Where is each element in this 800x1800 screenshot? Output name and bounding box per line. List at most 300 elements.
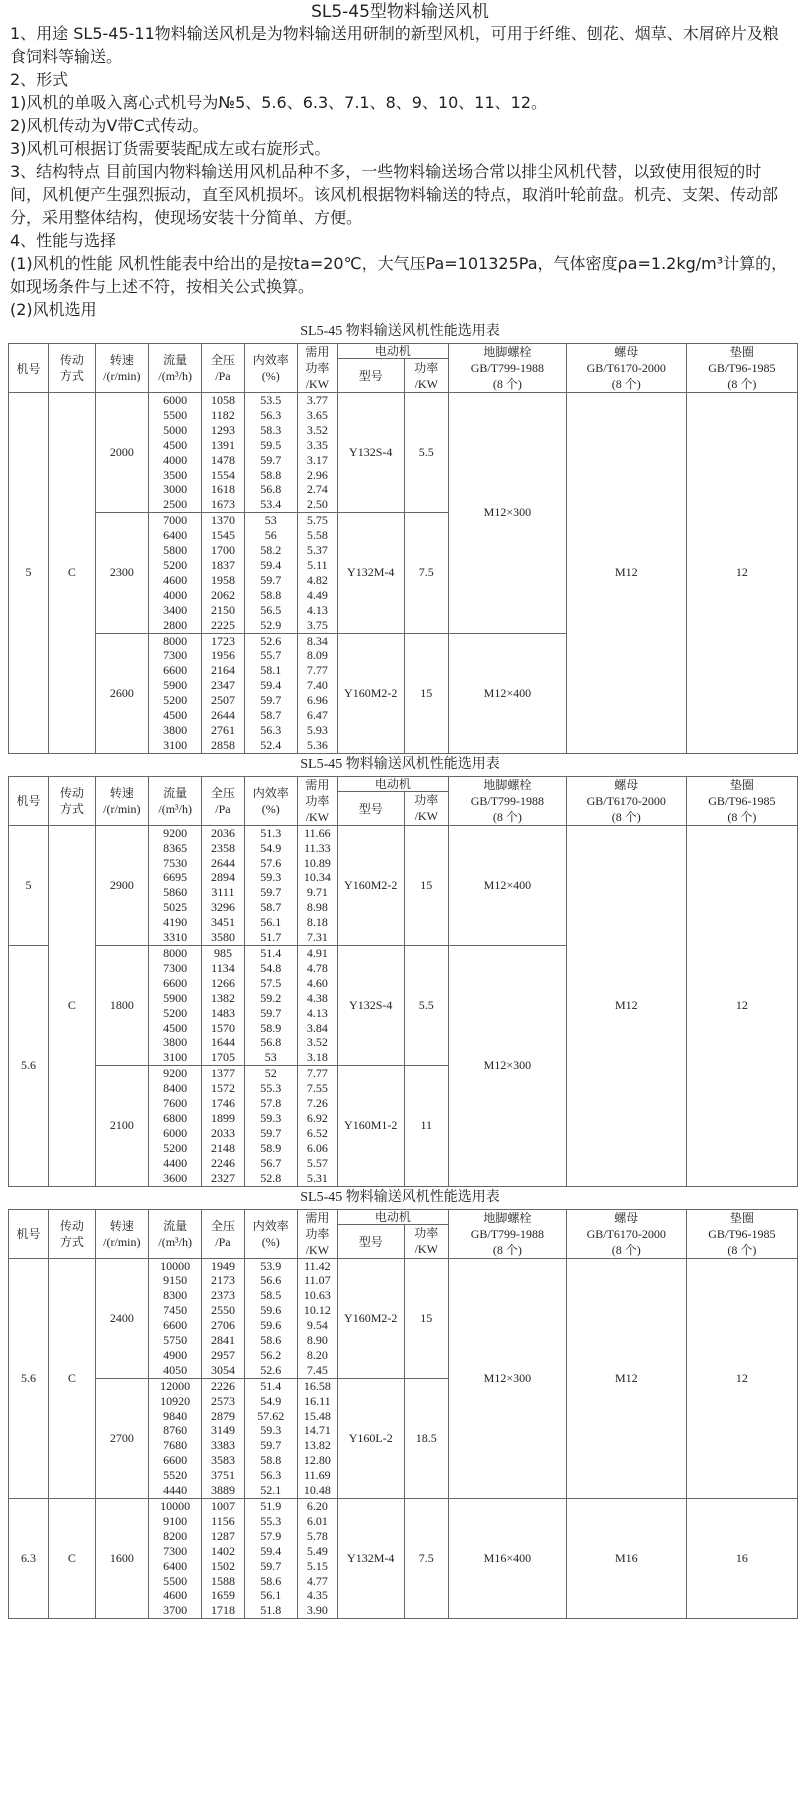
table-value: 53: [264, 513, 277, 528]
table-value: 8.18: [306, 915, 328, 930]
table-value: 3149: [210, 1423, 235, 1438]
table-value: 53.5: [260, 393, 282, 407]
table-row: [9, 825, 798, 945]
paragraph-form-heading: 2、形式: [10, 70, 69, 89]
table-value: 8.90: [306, 1333, 328, 1348]
table-value: 52.6: [260, 1362, 282, 1377]
table-value: 2150: [210, 602, 235, 617]
header-motor: 电动机: [337, 344, 448, 359]
table-value: 9150: [163, 1273, 188, 1288]
table-value: 9.54: [306, 1318, 328, 1333]
table-value: 4000: [163, 587, 188, 602]
table-value: 5200: [163, 557, 188, 572]
table-value: 6.47: [306, 708, 328, 723]
table-value: 56: [264, 528, 277, 543]
header-nut: [566, 344, 686, 393]
table-value: 5.37: [306, 543, 328, 558]
table-value: 2550: [210, 1303, 235, 1318]
table-value: 59.7: [260, 452, 282, 467]
table-value: 7.31: [306, 930, 328, 945]
table-header-row: [9, 776, 798, 791]
flow-cell: [149, 1499, 202, 1619]
table-value: 2358: [210, 840, 235, 855]
document: [10, 2, 790, 1619]
table-value: 5.36: [306, 737, 328, 752]
header-line: 方式: [59, 801, 84, 816]
table-value: 4.78: [306, 960, 328, 975]
table-value: 59.7: [260, 1438, 282, 1453]
table-value: 58.8: [260, 587, 282, 602]
power-cell: [297, 1499, 337, 1619]
table-value: 1156: [211, 1513, 235, 1528]
speed-cell: 2900: [95, 825, 148, 945]
power-cell: [297, 393, 337, 513]
table-value: 9100: [163, 1513, 188, 1528]
header-pressure: [202, 344, 244, 393]
table-value: 6.92: [306, 1110, 328, 1125]
motor-model-cell: Y160M2-2: [337, 633, 404, 753]
table-value: 4.91: [306, 946, 328, 960]
table-value: 4050: [163, 1362, 188, 1377]
header-pressure: [202, 1209, 244, 1258]
table-value: 57.8: [260, 1096, 282, 1111]
header-line: 全压: [210, 353, 235, 367]
table-value: 4.13: [306, 1005, 328, 1020]
table-value: 54.9: [260, 1393, 282, 1408]
header-speed: [95, 1209, 148, 1258]
header-line: 方式: [59, 369, 84, 383]
table-value: 59.5: [260, 437, 282, 452]
table-value: 56.1: [260, 1588, 282, 1603]
header-speed: [95, 776, 148, 825]
table-value: 3.52: [306, 1035, 328, 1050]
table-value: 1958: [210, 572, 235, 587]
table-value: 58.5: [260, 1288, 282, 1303]
table-value: 5860: [163, 885, 188, 900]
table-value: 4440: [163, 1483, 188, 1498]
machine-cell: 5: [9, 825, 49, 945]
speed-cell: 2700: [95, 1378, 148, 1498]
table-value: 3889: [210, 1483, 235, 1498]
pressure-cell: [202, 946, 244, 1066]
table-caption: SL5-45 物料输送风机性能选用表: [300, 324, 500, 339]
table-value: 8400: [163, 1081, 188, 1096]
table-value: 7.77: [306, 663, 328, 678]
bolt-cell: M12×300: [448, 946, 566, 1187]
table-value: 8.34: [306, 633, 328, 648]
table-value: 2.96: [306, 467, 328, 482]
header-line: /KW: [414, 376, 438, 391]
header-line: 方式: [59, 1234, 84, 1249]
table-value: 1705: [210, 1050, 235, 1065]
pressure-cell: [202, 393, 244, 513]
header-line: (8 个): [727, 809, 757, 824]
table-value: 59.4: [260, 678, 282, 693]
table-value: 2957: [210, 1347, 235, 1362]
header-line: 螺母: [614, 1210, 639, 1225]
table-value: 2644: [210, 855, 235, 870]
table-value: 3100: [163, 1050, 188, 1065]
table-value: 57.9: [260, 1528, 282, 1543]
header-line: GB/T96-1985: [708, 1226, 776, 1241]
table-value: 56.6: [260, 1273, 282, 1288]
table-value: 51.9: [260, 1499, 282, 1513]
table-value: 5.57: [306, 1155, 328, 1170]
table-value: 1402: [210, 1543, 235, 1558]
table-value: 2761: [210, 722, 235, 737]
motor-power-cell: 5.5: [404, 393, 448, 513]
table-value: 4000: [163, 452, 188, 467]
table-value: 3310: [163, 930, 188, 945]
table-value: 1391: [210, 437, 235, 452]
table-value: 10920: [160, 1393, 191, 1408]
table-value: 3054: [210, 1362, 235, 1377]
header-line: GB/T96-1985: [708, 793, 776, 808]
header-line: 功率: [414, 793, 439, 808]
table-value: 2347: [210, 678, 235, 693]
table-value: 1293: [210, 422, 235, 437]
table-value: 56.8: [260, 482, 282, 497]
table-value: 3111: [211, 885, 235, 900]
washer-cell: 12: [686, 1258, 797, 1499]
header-line: 地脚螺栓: [483, 1210, 532, 1225]
table-value: 3383: [210, 1438, 235, 1453]
table-value: 53.4: [260, 497, 282, 512]
table-value: 7300: [163, 1543, 188, 1558]
header-line: 垫圈: [729, 777, 754, 792]
table-value: 10.34: [303, 870, 331, 885]
table-value: 7.40: [306, 678, 328, 693]
table-value: 1266: [210, 975, 235, 990]
table-value: 11.07: [304, 1273, 331, 1288]
header-line: (%): [261, 369, 280, 383]
table-value: 59.7: [260, 885, 282, 900]
table-value: 2500: [163, 497, 188, 512]
table-value: 1837: [210, 557, 235, 572]
power-cell: [297, 633, 337, 753]
header-line: 需用: [305, 777, 330, 792]
efficiency-cell: [244, 825, 297, 945]
table-value: 9200: [163, 825, 188, 840]
table-value: 52.9: [260, 617, 282, 632]
table-value: 6000: [163, 1125, 188, 1140]
header-line: /KW: [305, 377, 330, 391]
table-value: 3800: [163, 1035, 188, 1050]
header-motor-model: 型号: [337, 1224, 404, 1258]
table-value: 1588: [210, 1573, 235, 1588]
table-value: 1545: [210, 528, 235, 543]
table-value: 3580: [210, 930, 235, 945]
table-value: 1483: [210, 1005, 235, 1020]
header-line: 全压: [210, 785, 235, 800]
pressure-cell: [202, 1066, 244, 1186]
header-machine: 机号: [9, 776, 49, 825]
table-value: 10.48: [303, 1483, 331, 1498]
table-value: 59.7: [260, 1125, 282, 1140]
header-nut: [566, 1209, 686, 1258]
table-value: 1382: [210, 990, 235, 1005]
header-drive: [49, 776, 96, 825]
header-line: 传动: [59, 785, 84, 800]
table-value: 56.5: [260, 602, 282, 617]
table-value: 6.01: [306, 1513, 328, 1528]
table-value: 5.49: [306, 1543, 328, 1558]
table-value: 3500: [163, 467, 188, 482]
spec-table: [8, 776, 798, 1187]
table-value: 8365: [163, 840, 188, 855]
table-value: 16.11: [304, 1393, 331, 1408]
machine-cell: 5.6: [9, 946, 49, 1187]
header-washer: [686, 776, 797, 825]
table-value: 58.1: [260, 663, 282, 678]
doc-title: SL5-45型物料输送风机: [311, 2, 489, 22]
table-value: 4500: [163, 437, 188, 452]
flow-cell: [149, 1066, 202, 1186]
table-value: 59.7: [260, 1005, 282, 1020]
efficiency-cell: [244, 633, 297, 753]
table-value: 59.7: [260, 572, 282, 587]
table-value: 2.50: [306, 497, 328, 512]
table-value: 3.75: [306, 617, 328, 632]
paragraph-performance-heading: 4、性能与选择: [10, 231, 117, 250]
header-motor-power: [404, 1224, 448, 1258]
header-bolt: [448, 344, 566, 393]
table-value: 5.31: [306, 1170, 328, 1185]
table-value: 6400: [163, 1558, 188, 1573]
table-value: 4.13: [306, 602, 328, 617]
table-value: 7530: [163, 855, 188, 870]
flow-cell: [149, 825, 202, 945]
table-value: 55.3: [260, 1513, 282, 1528]
table-value: 8.98: [306, 900, 328, 915]
header-bolt: [448, 776, 566, 825]
table-value: 57.6: [260, 855, 282, 870]
table-value: 4.60: [306, 975, 328, 990]
paragraph-form-1: 1)风机的单吸入离心式机号为№5、5.6、6.3、7.1、8、9、10、11、12。: [10, 93, 548, 112]
table-row: [9, 393, 798, 513]
header-line: GB/T96-1985: [708, 361, 776, 375]
table-value: 2036: [210, 825, 235, 840]
table-value: 1673: [210, 497, 235, 512]
table-value: 10.12: [303, 1303, 331, 1318]
table-value: 2226: [210, 1378, 235, 1393]
speed-cell: 2300: [95, 513, 148, 633]
pressure-cell: [202, 1499, 244, 1619]
header-line: /KW: [414, 1242, 438, 1256]
table-value: 5800: [163, 543, 188, 558]
header-power: [297, 776, 337, 825]
table-value: 2573: [210, 1393, 235, 1408]
table-value: 6400: [163, 528, 188, 543]
table-value: 16.58: [303, 1378, 331, 1393]
header-line: 功率: [305, 361, 330, 375]
table-value: 2879: [210, 1408, 235, 1423]
table-value: 6.20: [306, 1499, 328, 1513]
table-value: 1007: [210, 1499, 235, 1513]
table-value: 1182: [211, 407, 235, 422]
motor-power-cell: 11: [404, 1066, 448, 1186]
table-value: 58.7: [260, 900, 282, 915]
table-value: 5.75: [306, 513, 328, 528]
drive-cell: C: [49, 1499, 96, 1619]
table-value: 7000: [163, 513, 188, 528]
table-value: 58.8: [260, 1453, 282, 1468]
header-line: 需用: [305, 345, 330, 359]
table-value: 52.8: [260, 1170, 282, 1185]
table-value: 56.8: [260, 1035, 282, 1050]
pressure-cell: [202, 1378, 244, 1498]
header-flow: [149, 1209, 202, 1258]
table-value: 8.20: [306, 1347, 328, 1362]
efficiency-cell: [244, 393, 297, 513]
washer-cell: 12: [686, 393, 797, 754]
table-value: 12.80: [303, 1453, 331, 1468]
flow-cell: [149, 633, 202, 753]
header-line: GB/T799-1988: [470, 361, 545, 375]
efficiency-cell: [244, 1066, 297, 1186]
table-value: 4500: [163, 1020, 188, 1035]
speed-cell: 2400: [95, 1258, 148, 1378]
motor-model-cell: Y132M-4: [337, 513, 404, 633]
table-value: 51.4: [260, 1378, 282, 1393]
header-line: /(r/min): [103, 369, 141, 383]
table-value: 3.35: [306, 437, 328, 452]
table-caption: SL5-45 物料输送风机性能选用表: [300, 1189, 500, 1205]
table-value: 7680: [163, 1438, 188, 1453]
header-line: (8 个): [611, 1242, 641, 1257]
table-value: 1956: [210, 648, 235, 663]
paragraph-selection: (2)风机选用: [10, 300, 97, 319]
table-value: 2225: [210, 617, 235, 632]
table-value: 1618: [210, 482, 235, 497]
table-value: 3451: [210, 915, 235, 930]
header-line: (8 个): [492, 809, 522, 824]
header-line: (8 个): [611, 809, 641, 824]
table-value: 3600: [163, 1170, 188, 1185]
table-value: 59.6: [260, 1318, 282, 1333]
table-value: 3751: [210, 1468, 235, 1483]
table-value: 3100: [163, 737, 188, 752]
speed-cell: 1800: [95, 946, 148, 1066]
paragraph-structure: 3、结构特点 目前国内物料输送用风机品种不多，一些物料输送场合常以排尘风机代替，以致使用很短的时间，风机便产生强烈振动，直至风机损坏。该风机根据物料输送的特点，取消叶轮前盘。机壳、支架、传动部分，采用整体结构，使现场安装十分简单、方便。: [10, 162, 779, 227]
header-line: 转速: [109, 1218, 134, 1233]
table-value: 2507: [210, 693, 235, 708]
table-value: 51.4: [260, 946, 282, 960]
header-efficiency: [244, 776, 297, 825]
efficiency-cell: [244, 1258, 297, 1378]
table-value: 6800: [163, 1110, 188, 1125]
header-line: 全压: [210, 1218, 235, 1233]
pressure-cell: [202, 1258, 244, 1378]
table-value: 6000: [163, 393, 188, 407]
table-value: 3.18: [306, 1050, 328, 1065]
paragraph-form-2: 2)风机传动为V带C式传动。: [10, 116, 209, 135]
header-line: 内效率: [252, 353, 289, 367]
motor-power-cell: 15: [404, 633, 448, 753]
table-value: 4.49: [306, 587, 328, 602]
table-value: 57.62: [257, 1408, 285, 1423]
table-value: 52.1: [260, 1483, 282, 1498]
motor-power-cell: 5.5: [404, 946, 448, 1066]
table-value: 59.7: [260, 1558, 282, 1573]
header-machine: 机号: [9, 1209, 49, 1258]
table-value: 58.6: [260, 1573, 282, 1588]
table-value: 2327: [210, 1170, 235, 1185]
table-value: 5900: [163, 990, 188, 1005]
table-value: 5.15: [306, 1558, 328, 1573]
table-value: 2858: [210, 737, 235, 752]
table-value: 53: [264, 1050, 277, 1065]
table-value: 59.4: [260, 1543, 282, 1558]
table-value: 2841: [210, 1333, 235, 1348]
nut-cell: M12: [566, 1258, 686, 1499]
table-value: 14.71: [303, 1423, 331, 1438]
bolt-cell: M12×300: [448, 393, 566, 634]
header-line: GB/T799-1988: [470, 1226, 545, 1241]
nut-cell: M12: [566, 393, 686, 754]
paragraph-performance: (1)风机的性能 风机性能表中给出的是按ta=20℃，大气压Pa=101325Pa，气体密度ρa=1.2kg/m³计算的，如现场条件与上述不符，按相关公式换算。: [10, 254, 788, 296]
motor-model-cell: Y160M2-2: [337, 1258, 404, 1378]
drive-cell: C: [49, 1258, 96, 1499]
header-drive: [49, 1209, 96, 1258]
spec-table: [8, 343, 798, 754]
table-value: 56.7: [260, 1155, 282, 1170]
table-value: 5750: [163, 1333, 188, 1348]
table-value: 1554: [210, 467, 235, 482]
table-value: 6600: [163, 1318, 188, 1333]
nut-cell: M16: [566, 1499, 686, 1619]
table-value: 51.7: [260, 930, 282, 945]
table-value: 1502: [210, 1558, 235, 1573]
table-value: 5520: [163, 1468, 188, 1483]
drive-cell: C: [49, 825, 96, 1186]
table-value: 4.38: [306, 990, 328, 1005]
table-value: 54.9: [260, 840, 282, 855]
header-drive: [49, 344, 96, 393]
header-efficiency: [244, 1209, 297, 1258]
header-line: 内效率: [252, 1218, 289, 1233]
washer-cell: 16: [686, 1499, 797, 1619]
power-cell: [297, 1378, 337, 1498]
table-value: 2644: [210, 708, 235, 723]
table-value: 59.3: [260, 1423, 282, 1438]
header-line: 流量: [163, 353, 188, 367]
table-value: 1370: [210, 513, 235, 528]
table-value: 55.3: [260, 1081, 282, 1096]
table-value: 1723: [210, 633, 235, 648]
header-motor: 电动机: [337, 1209, 448, 1224]
table-value: 59.3: [260, 1110, 282, 1125]
header-line: 螺母: [614, 345, 639, 359]
table-value: 58.9: [260, 1140, 282, 1155]
table-value: 6600: [163, 663, 188, 678]
header-efficiency: [244, 344, 297, 393]
table-value: 11.42: [304, 1258, 331, 1273]
table-value: 56.1: [260, 915, 282, 930]
pressure-cell: [202, 825, 244, 945]
machine-cell: 5.6: [9, 1258, 49, 1499]
header-line: (%): [261, 801, 280, 816]
table-value: 9200: [163, 1066, 188, 1081]
drive-cell: C: [49, 393, 96, 754]
motor-model-cell: Y132S-4: [337, 946, 404, 1066]
header-line: /Pa: [215, 801, 231, 816]
table-value: 11.69: [304, 1468, 331, 1483]
header-line: 传动: [59, 1218, 84, 1233]
table-value: 2164: [210, 663, 235, 678]
table-value: 6600: [163, 975, 188, 990]
header-power: [297, 344, 337, 393]
